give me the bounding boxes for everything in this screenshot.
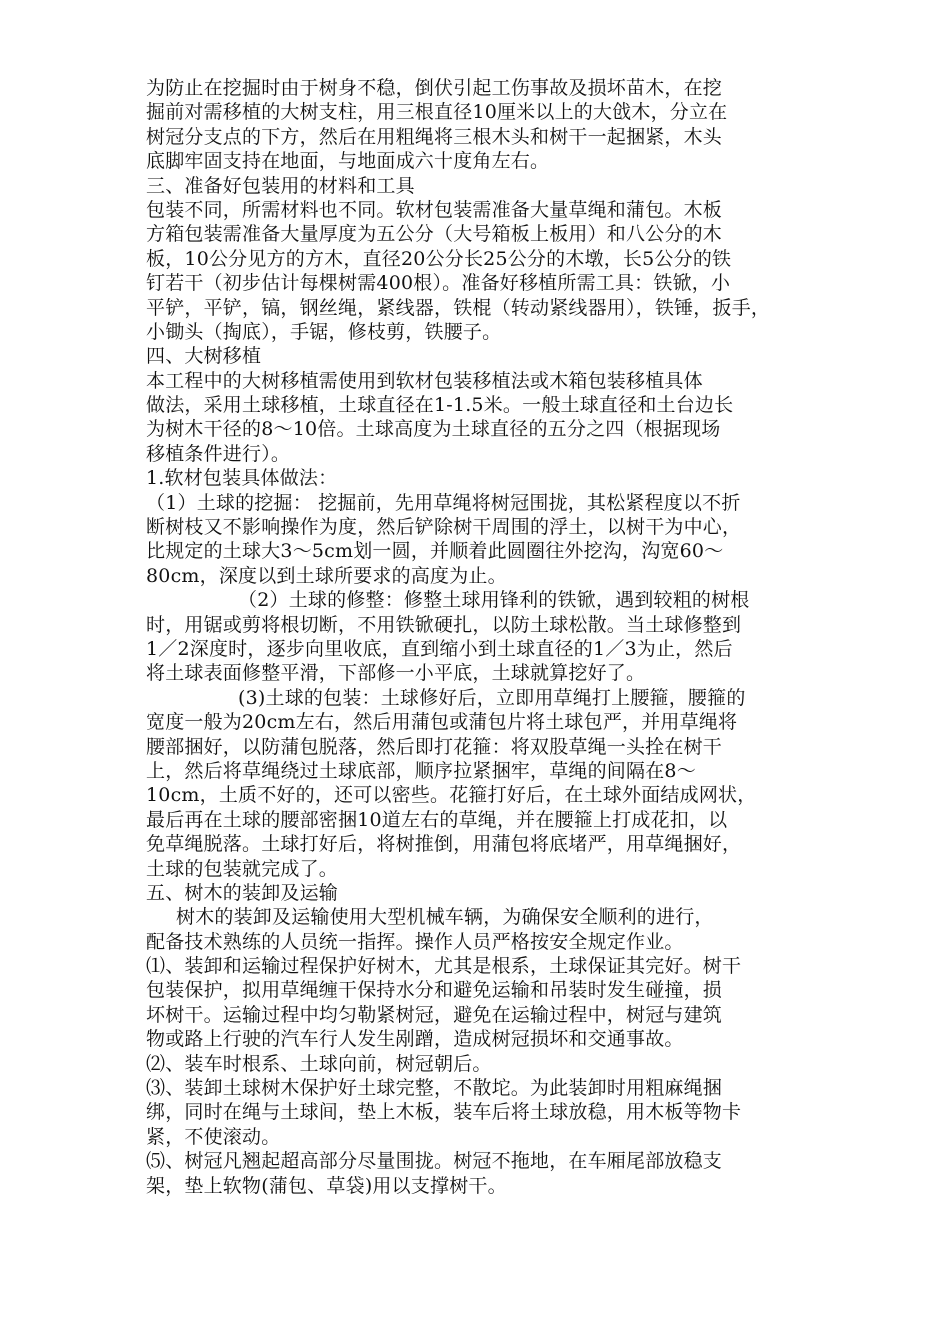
- text-line: 做法，采用土球移植，土球直径在1-1.5米。一般土球直径和土台边长: [146, 394, 734, 417]
- text-line: 移植条件进行）。: [146, 442, 291, 465]
- paragraph: [146, 1149, 806, 1198]
- text-line: 上，然后将草绳绕过土球底部，顺序拉紧捆牢，草绳的间隔在8～: [146, 759, 696, 782]
- text-line: 10cm，土质不好的，还可以密些。花箍打好后，在土球外面结成网状，: [146, 784, 757, 807]
- text-line: 为树木干径的8～10倍。土球高度为土球直径的五分之四（根据现场: [146, 418, 721, 441]
- text-line: 底脚牢固支持在地面，与地面成六十度角左右。: [146, 150, 550, 173]
- section-heading: [146, 344, 806, 368]
- text-line: 比规定的土球大3～5cm划一圆，并顺着此圆圈往外挖沟，沟宽60～: [146, 540, 724, 563]
- text-line: 包装保护，拟用草绳缠干保持水分和避免运输和吊装时发生碰撞，损: [146, 979, 723, 1002]
- paragraph: [146, 491, 806, 589]
- text-line: 钉若干（初步估计每棵树需400根）。准备好移植所需工具：铁锨，小: [146, 272, 731, 295]
- paragraph: [146, 588, 806, 686]
- text-line: 将土球表面修整平滑，下部修一小平底，土球就算挖好了。: [146, 662, 646, 685]
- text-line: （1）土球的挖掘： 挖掘前，先用草绳将树冠围拢，其松紧程度以不折: [146, 491, 741, 514]
- text-line: 1.软材包装具体做法：: [146, 467, 338, 490]
- paragraph: [146, 369, 806, 467]
- text-line: 树木的装卸及运输使用大型机械车辆，为确保安全顺利的进行，: [176, 906, 714, 929]
- text-line: 本工程中的大树移植需使用到软材包装移植法或木箱包装移植具体: [146, 369, 703, 392]
- text-line: 包装不同，所需材料也不同。软材包装需准备大量草绳和蒲包。木板: [146, 198, 723, 221]
- section-heading: [146, 466, 806, 490]
- text-line: 腰部捆好，以防蒲包脱落，然后即打花箍：将双股草绳一头拴在树干: [146, 735, 723, 758]
- paragraph: [146, 1076, 806, 1149]
- text-line: 最后再在土球的腰部密捆10道左右的草绳，并在腰箍上打成花扣，以: [146, 808, 728, 831]
- text-line: 三、准备好包装用的材料和工具: [146, 174, 415, 197]
- paragraph: [146, 198, 806, 344]
- paragraph: [146, 905, 806, 954]
- text-line: 方箱包装需准备大量厚度为五公分（大号箱板上板用）和八公分的木: [146, 223, 723, 246]
- text-line: 四、大树移植: [146, 345, 262, 368]
- text-line: 免草绳脱落。土球打好后，将树推倒，用蒲包将底堵严，用草绳捆好，: [146, 833, 742, 856]
- text-line: 时，用锯或剪将根切断，不用铁锨硬扎，以防土球松散。当土球修整到: [146, 613, 742, 636]
- text-line: 配备技术熟练的人员统一指挥。操作人员严格按安全规定作业。: [146, 930, 684, 953]
- text-line: 为防止在挖掘时由于树身不稳，倒伏引起工伤事故及损坏苗木，在挖: [146, 77, 723, 99]
- text-line: 小锄头（掏底），手锯，修枝剪，铁腰子。: [146, 320, 502, 343]
- text-line: 平铲，平铲，镐，钢丝绳，紧线器，铁棍（转动紧线器用），铁锤，扳手，: [146, 296, 771, 319]
- paragraph: [146, 686, 806, 881]
- text-line: 物或路上行驶的汽车行人发生剐蹭，造成树冠损坏和交通事故。: [146, 1028, 684, 1051]
- text-line: 架，垫上软物(蒲包、草袋)用以支撑树干。: [146, 1174, 507, 1197]
- text-line: 1／2深度时，逐步向里收底，直到缩小到土球直径的1／3为止，然后: [146, 637, 733, 660]
- paragraph: [146, 76, 806, 174]
- paragraph: [146, 1052, 806, 1076]
- text-line: 绑，同时在绳与土球间，垫上木板，装车后将土球放稳，用木板等物卡: [146, 1101, 742, 1124]
- document-page: [146, 76, 806, 1198]
- section-heading: [146, 881, 806, 905]
- text-line: 紧，不使滚动。: [146, 1125, 281, 1148]
- text-line: 断树枝又不影响操作为度，然后铲除树干周围的浮土，以树干为中心，: [146, 516, 742, 539]
- text-line: 土球的包装就完成了。: [146, 857, 339, 880]
- text-line: 树冠分支点的下方，然后在用粗绳将三根木头和树干一起捆紧，木头: [146, 125, 723, 148]
- text-line: 坏树干。运输过程中均匀勒紧树冠，避免在运输过程中，树冠与建筑: [146, 1003, 723, 1026]
- paragraph: [146, 954, 806, 1052]
- text-line: ⑸、树冠凡翘起超高部分尽量围拢。树冠不拖地，在车厢尾部放稳支: [146, 1150, 723, 1173]
- text-line: 80cm，深度以到土球所要求的高度为止。: [146, 564, 507, 587]
- section-heading: [146, 174, 806, 198]
- text-line: (3)土球的包装：土球修好后，立即用草绳打上腰箍，腰箍的: [238, 686, 746, 709]
- text-line: ⑴、装卸和运输过程保护好树木，尤其是根系，土球保证其完好。树干: [146, 955, 742, 978]
- text-line: ⑶、装卸土球树木保护好土球完整，不散坨。为此装卸时用粗麻绳捆: [146, 1077, 723, 1100]
- text-line: （2）土球的修整：修整土球用锋利的铁锨，遇到较粗的树根: [238, 589, 750, 612]
- text-line: 宽度一般为20cm左右，然后用蒲包或蒲包片将土球包严，并用草绳将: [146, 711, 738, 734]
- text-line: 掘前对需移植的大树支柱，用三根直径10厘米以上的大戗木，分立在: [146, 101, 728, 124]
- text-line: 板，10公分见方的方木，直径20公分长25公分的木墩，长5公分的铁: [146, 247, 732, 270]
- text-line: 五、树木的装卸及运输: [146, 881, 339, 904]
- text-line: ⑵、装车时根系、土球向前，树冠朝后。: [146, 1052, 492, 1075]
